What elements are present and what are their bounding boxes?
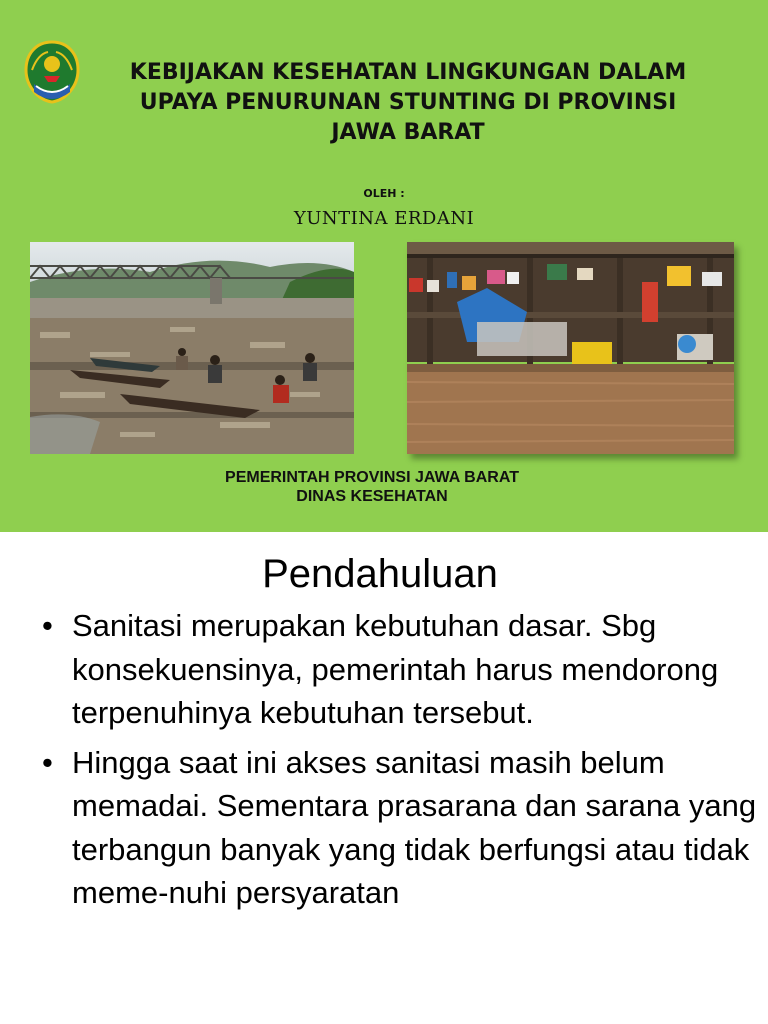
org-line: DINAS KESEHATAN (296, 488, 448, 505)
polluted-river-photo (30, 242, 354, 454)
author-name: YUNTINA ERDANI (293, 208, 475, 229)
org-line: PEMERINTAH PROVINSI JAWA BARAT (225, 469, 519, 486)
bullet-icon: • (42, 744, 53, 780)
oleh-label: OLEH : (363, 187, 405, 200)
organization (150, 468, 594, 506)
flooded-houses-photo (407, 242, 734, 454)
bullet-text: Sanitasi merupakan kebutuhan dasar. Sbg konsekuensinya, pemerintah harus mendorong terpenuhinya kebutuhan tersebut. (72, 608, 719, 730)
slide-title (96, 58, 720, 148)
slide-heading: Pendahuluan (262, 552, 498, 596)
west-java-emblem-icon (24, 40, 80, 104)
bullet-list (34, 604, 758, 921)
bullet-text: Hingga saat ini akses sanitasi masih belum memadai. Sementara prasarana dan sarana yang terbangun banyak yang tidak berfungsi atau tidak meme-nuhi persyaratan (72, 744, 757, 910)
bullet-item (34, 741, 758, 915)
content-slide (0, 532, 768, 1024)
title-line: KEBIJAKAN KESEHATAN LINGKUNGAN DALAM (129, 60, 687, 85)
title-line: JAWA BARAT (331, 120, 485, 145)
title-line: UPAYA PENURUNAN STUNTING DI PROVINSI (139, 90, 677, 115)
bullet-icon: • (42, 608, 53, 643)
bullet-item (34, 604, 758, 735)
